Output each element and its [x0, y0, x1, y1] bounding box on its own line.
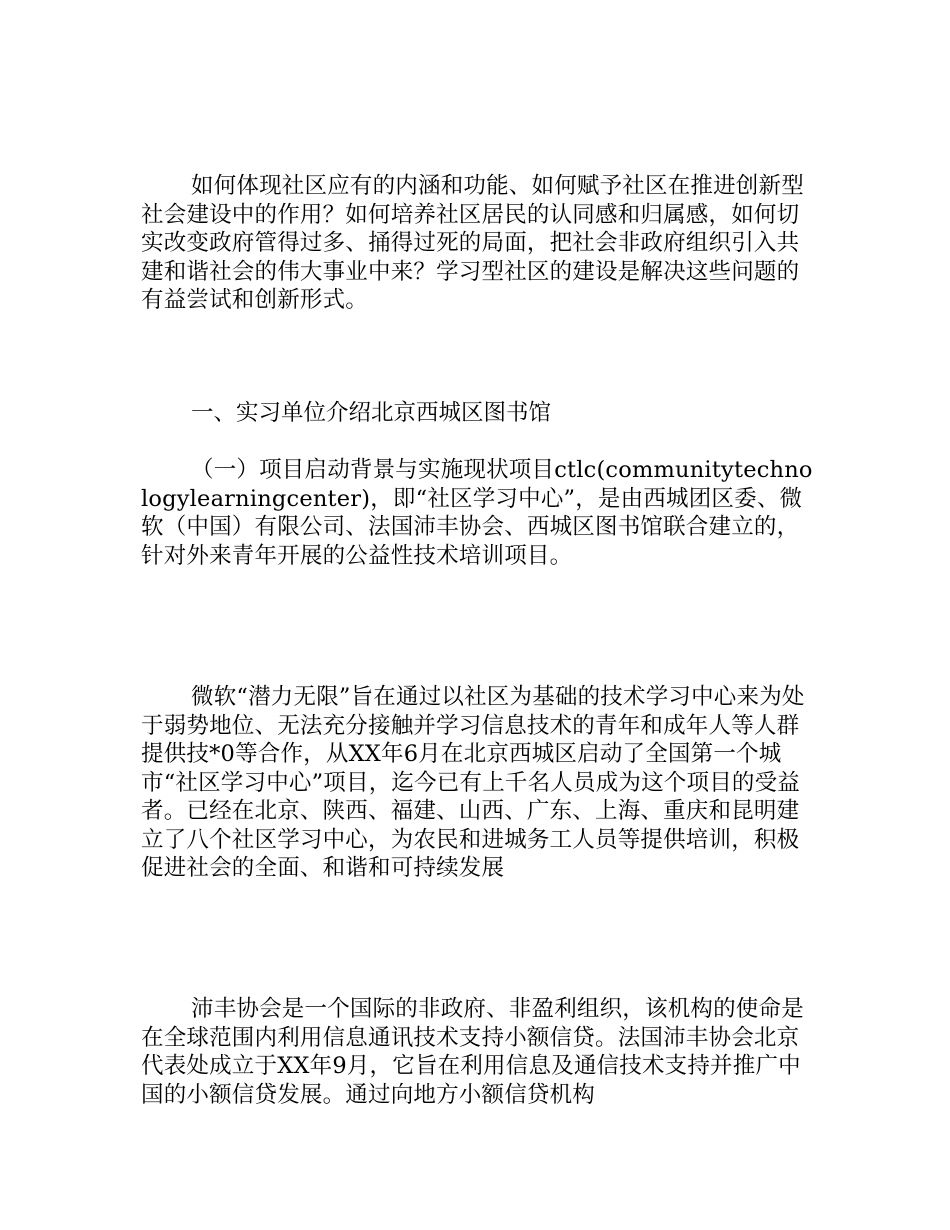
paragraph-pfeiffer: 沛丰协会是一个国际的非政府、非盈利组织，该机构的使命是在全球范围内利用信息通讯技术支持小额信贷。法国沛丰协会北京代表处成立于XX年9月，它旨在利用信息及通信技术支持并推广中国的小额信贷发展。通过向地方小额信贷机构 — [141, 996, 804, 1108]
paragraph-microsoft: 微软“潜力无限”旨在通过以社区为基础的技术学习中心来为处于弱势地位、无法充分接触并学习信息技术的青年和成年人等人群提供技*0等合作，从XX年6月在北京西城区启动了全国第一个城市“社区学习中心”项目，迄今已有上千名人员成为这个项目的受益者。已经在北京、陕西、福建、山西、广东、上海、重庆和昆明建立了八个社区学习中心，为农民和进城务工人员等提供培训，积极促进社会的全面、和谐和可持续发展 — [141, 684, 805, 881]
paragraph-intro: 如何体现社区应有的内涵和功能、如何赋予社区在推进创新型社会建设中的作用？如何培养社区居民的认同感和归属感，如何切实改变政府管得过多、捅得过死的局面，把社会非政府组织引入共建和谐社会的伟大事业中来？学习型社区的建设是解决这些问题的有益尝试和创新形式。 — [141, 173, 804, 313]
section-heading: 一、实习单位介绍北京西城区图书馆 — [191, 400, 552, 426]
paragraph-project-background: （一）项目启动背景与实施现状项目ctlc(communitytechnologylearningcenter)，即“社区学习中心”，是由西城团区委、微软（中国）有限公司、法国沛丰协会、西城区图书馆联合建立的，针对外来青年开展的公益性技术培训项目。 — [141, 457, 813, 569]
